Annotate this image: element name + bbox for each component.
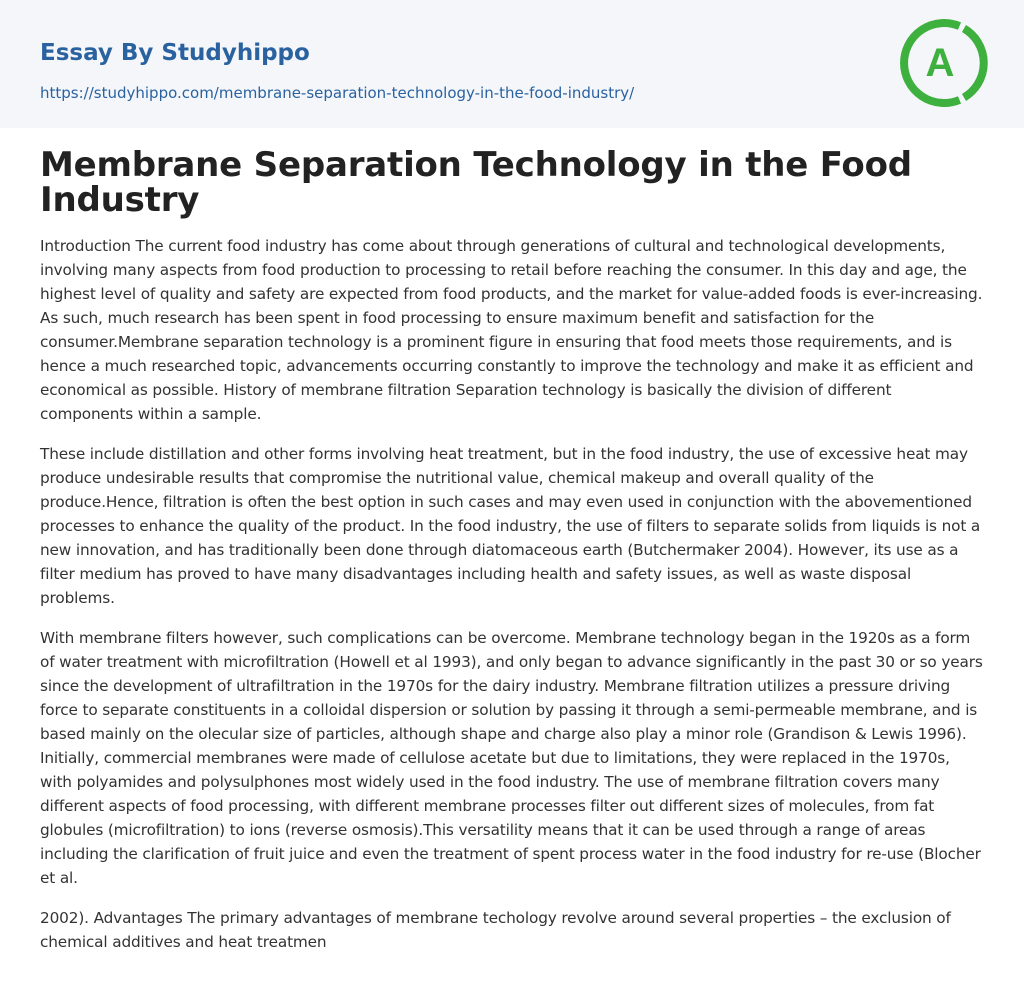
studyhippo-logo-icon[interactable] <box>896 15 992 111</box>
article-title: Membrane Separation Technology in the Food Industry <box>40 145 912 220</box>
site-title[interactable]: Essay By Studyhippo <box>40 40 310 66</box>
site-header <box>0 0 1024 128</box>
article-paragraph: 2002). Advantages The primary advantages of membrane techology revolve around several properties – the exclusion of chemical additives and heat treatmen <box>40 909 951 951</box>
article <box>0 128 1024 954</box>
article-paragraph: These include distillation and other forms involving heat treatment, but in the food industry, the use of excessive heat may produce undesirable results that compromise the nutritional value, chemical makeup and overall quality of the produce.Hence, filtration is often the best option in such cases and may even used in conjunction with the abovementioned processes to enhance the quality of the product. In the food industry, the use of filters to separate solids from liquids is not a new innovation, and has traditionally been done through diatomaceous earth (Butchermaker 2004). However, its use as a filter medium has proved to have many disadvantages including health and safety issues, as well as waste disposal problems. <box>40 445 981 607</box>
article-paragraph: Introduction The current food industry has come about through generations of cultural and technological developments, involving many aspects from food production to processing to retail before reaching the consumer. In this day and age, the highest level of quality and safety are expected from food products, and the market for value-added foods is ever-increasing. As such, much research has been spent in food processing to ensure maximum benefit and satisfaction for the consumer.Membrane separation technology is a prominent figure in ensuring that food meets those requirements, and is hence a much researched topic, advancements occurring constantly to improve the technology and make it as efficient and economical as possible. History of membrane filtration Separation technology is basically the division of different components within a sample. <box>40 237 983 423</box>
logo-letter: A <box>925 41 955 85</box>
article-paragraph: With membrane filters however, such complications can be overcome. Membrane technology began in the 1920s as a form of water treatment with microfiltration (Howell et al 1993), and only began to advance significantly in the past 30 or so years since the development of ultrafiltration in the 1970s for the dairy industry. Membrane filtration utilizes a pressure driving force to separate constituents in a colloidal dispersion or solution by passing it through a semi-permeable membrane, and is based mainly on the olecular size of particles, although shape and charge also play a minor role (Grandison & Lewis 1996). Initially, commercial membranes were made of cellulose acetate but due to limitations, they were replaced in the 1970s, with polyamides and polysulphones most widely used in the food industry. The use of membrane filtration covers many different aspects of food processing, with different membrane processes filter out different sizes of molecules, from fat globules (microfiltration) to ions (reverse osmosis).This versatility means that it can be used through a range of areas including the clarification of fruit juice and even the treatment of spent process water in the food industry for re-use (Blocher et al. <box>40 629 983 887</box>
page-url-link[interactable]: https://studyhippo.com/membrane-separation-technology-in-the-food-industry/ <box>40 84 635 102</box>
